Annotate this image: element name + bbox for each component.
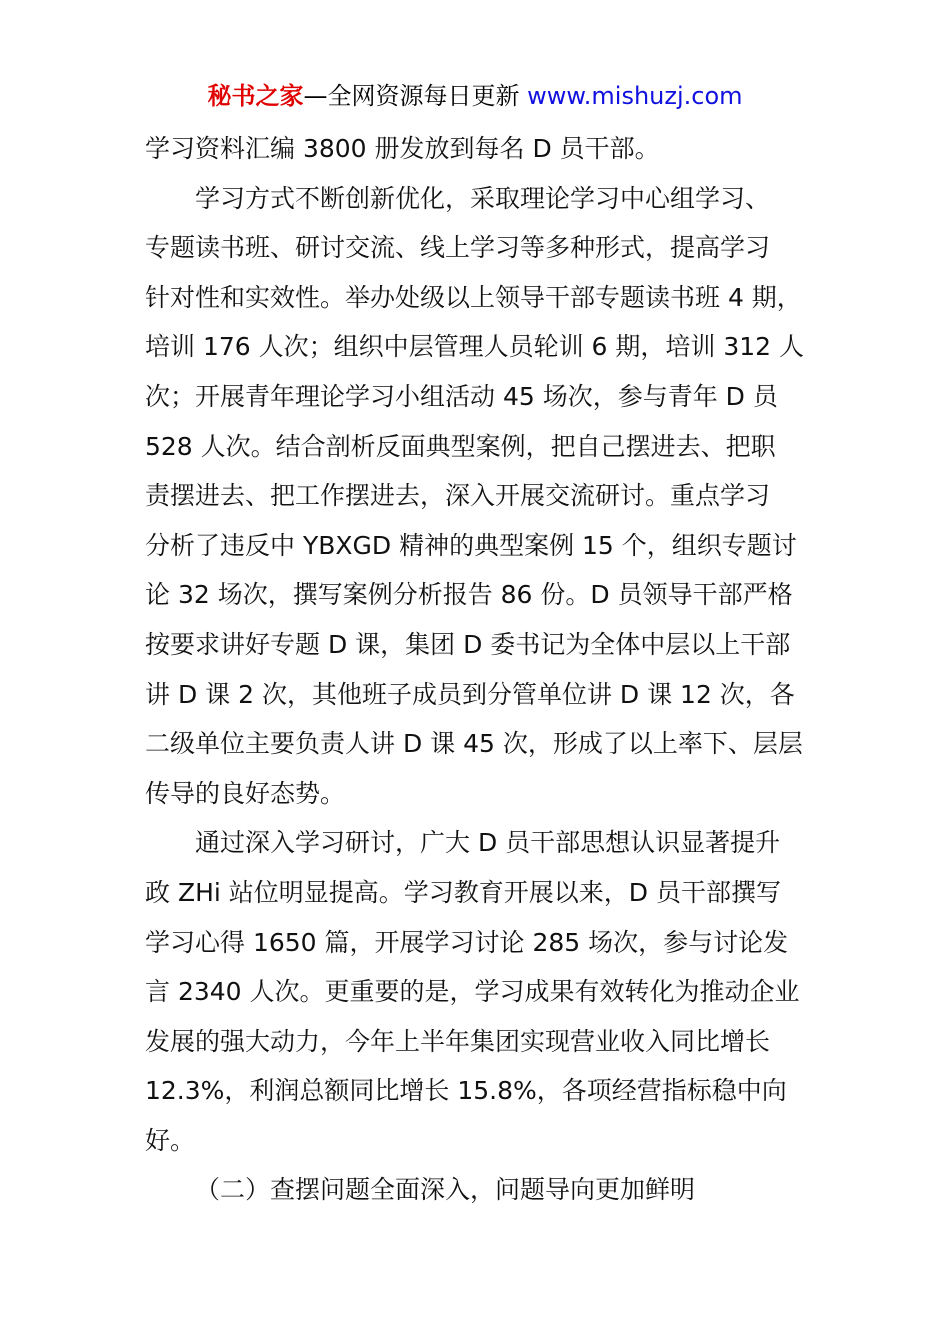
text-line: 学习心得 1650 篇，开展学习讨论 285 场次，参与讨论发 [145, 927, 789, 957]
text-line: 言 2340 人次。更重要的是，学习成果有效转化为推动企业 [145, 977, 800, 1007]
text-line: 传导的良好态势。 [145, 778, 346, 808]
paragraph-start: 学习方式不断创新优化，采取理论学习中心组学习、 [195, 183, 771, 213]
text-line: 528 人次。结合剖析反面典型案例，把自己摆进去、把职 [145, 431, 776, 461]
brand-name: 秘书之家 [207, 82, 304, 110]
site-url: www.mishuzj.com [519, 82, 743, 110]
text-line: 按要求讲好专题 D 课，集团 D 委书记为全体中层以上干部 [145, 629, 791, 659]
text-line: 分析了违反中 YBXGD 精神的典型案例 15 个，组织专题讨 [145, 530, 797, 560]
text-line: 学习资料汇编 3800 册发放到每名 D 员干部。 [145, 134, 660, 163]
text-line: 讲 D 课 2 次，其他班子成员到分管单位讲 D 课 12 次，各 [145, 679, 795, 709]
section-heading: （二）查摆问题全面深入，问题导向更加鲜明 [195, 1175, 696, 1205]
text-line: 专题读书班、研讨交流、线上学习等多种形式，提高学习 [145, 233, 771, 263]
text-line: 论 32 场次，撰写案例分析报告 86 份。D 员领导干部严格 [145, 580, 793, 610]
text-line: 责摆进去、把工作摆进去，深入开展交流研讨。重点学习 [145, 481, 771, 511]
header-tagline: —全网资源每日更新 [303, 82, 520, 110]
text-line: 政 ZHi 站位明显提高。学习教育开展以来，D 员干部撰写 [145, 877, 781, 907]
document-body [145, 124, 835, 1215]
text-line: 二级单位主要负责人讲 D 课 45 次，形成了以上率下、层层 [145, 729, 803, 759]
text-line: 次；开展青年理论学习小组活动 45 场次，参与青年 D 员 [145, 381, 778, 411]
watermark-header [0, 80, 950, 112]
text-line: 培训 176 人次；组织中层管理人员轮训 6 期，培训 312 人 [145, 332, 805, 362]
text-line: 12.3%，利润总额同比增长 15.8%，各项经营指标稳中向 [145, 1076, 787, 1106]
text-line: 发展的强大动力，今年上半年集团实现营业收入同比增长 [145, 1026, 771, 1056]
paragraph-start: 通过深入学习研讨，广大 D 员干部思想认识显著提升 [195, 828, 781, 858]
text-line: 好。 [145, 1125, 196, 1155]
text-line: 针对性和实效性。举办处级以上领导干部专题读书班 4 期， [145, 282, 802, 312]
